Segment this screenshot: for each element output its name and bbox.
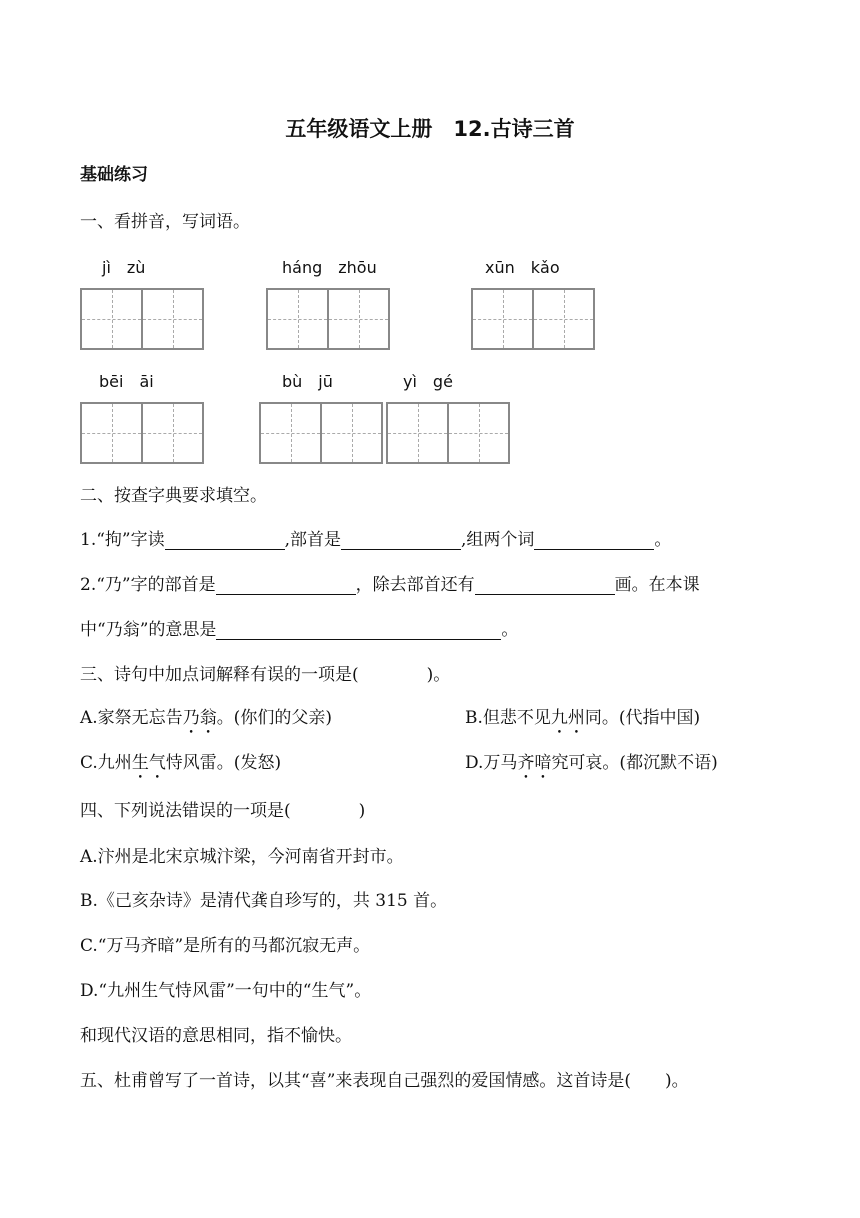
writing-grid-5[interactable] <box>259 402 383 464</box>
answer-blank[interactable] <box>216 621 501 640</box>
answer-blank[interactable] <box>341 531 461 550</box>
q4-option-b[interactable]: B.《己亥杂诗》是清代龚自珍写的，共 315 首。 <box>80 891 448 911</box>
q4-option-d-continued: 和现代汉语的意思相同，指不愉快。 <box>80 1026 352 1046</box>
writing-grid-6[interactable] <box>386 402 510 464</box>
q4-option-d[interactable]: D.“九州生气恃风雷”一句中的“生气”。 <box>80 981 372 1001</box>
q4-option-c[interactable]: C.“万马齐暗”是所有的马都沉寂无声。 <box>80 936 371 956</box>
section-heading: 基础练习 <box>80 165 148 185</box>
pinyin-4: bēi āi <box>99 372 154 391</box>
answer-blank[interactable] <box>534 531 654 550</box>
page-title: 五年级语文上册 12.古诗三首 <box>285 117 575 141</box>
q2-heading: 二、按查字典要求填空。 <box>80 486 267 506</box>
q2-line-1: 1.“拘”字读 ,部首是 ,组两个词 。 <box>80 530 672 550</box>
pinyin-3: xūn kǎo <box>485 258 560 277</box>
q4-option-a[interactable]: A.汴州是北宋京城汴梁，今河南省开封市。 <box>80 847 404 867</box>
q2-line-2: 2.“乃”字的部首是 ，除去部首还有 画。在本课 <box>80 575 700 595</box>
q3-option-b[interactable]: B.但悲不见九州同。(代指中国) <box>465 708 701 728</box>
pinyin-1: jì zù <box>102 258 146 277</box>
writing-grid-4[interactable] <box>80 402 204 464</box>
q4-heading: 四、下列说法错误的一项是( ) <box>80 801 366 821</box>
answer-blank[interactable] <box>475 576 615 595</box>
answer-blank[interactable] <box>216 576 356 595</box>
pinyin-5: bù jū <box>282 372 333 391</box>
writing-grid-2[interactable] <box>266 288 390 350</box>
pinyin-2: háng zhōu <box>282 258 377 277</box>
pinyin-6: yì gé <box>403 372 453 391</box>
writing-grid-1[interactable] <box>80 288 204 350</box>
q3-heading: 三、诗句中加点词解释有误的一项是( )。 <box>80 665 451 685</box>
q2-line-3: 中“乃翁”的意思是 。 <box>80 620 519 640</box>
writing-grid-3[interactable] <box>471 288 595 350</box>
q5-heading: 五、杜甫曾写了一首诗，以其“喜”来表现自己强烈的爱国情感。这首诗是( )。 <box>80 1071 689 1091</box>
q3-option-c[interactable]: C.九州生气恃风雷。(发怒) <box>80 753 282 773</box>
q1-heading: 一、看拼音，写词语。 <box>80 212 250 232</box>
answer-blank[interactable] <box>165 531 285 550</box>
q3-option-d[interactable]: D.万马齐喑究可哀。(都沉默不语) <box>465 753 718 773</box>
q3-option-a[interactable]: A.家祭无忘告乃翁。(你们的父亲) <box>80 708 332 728</box>
